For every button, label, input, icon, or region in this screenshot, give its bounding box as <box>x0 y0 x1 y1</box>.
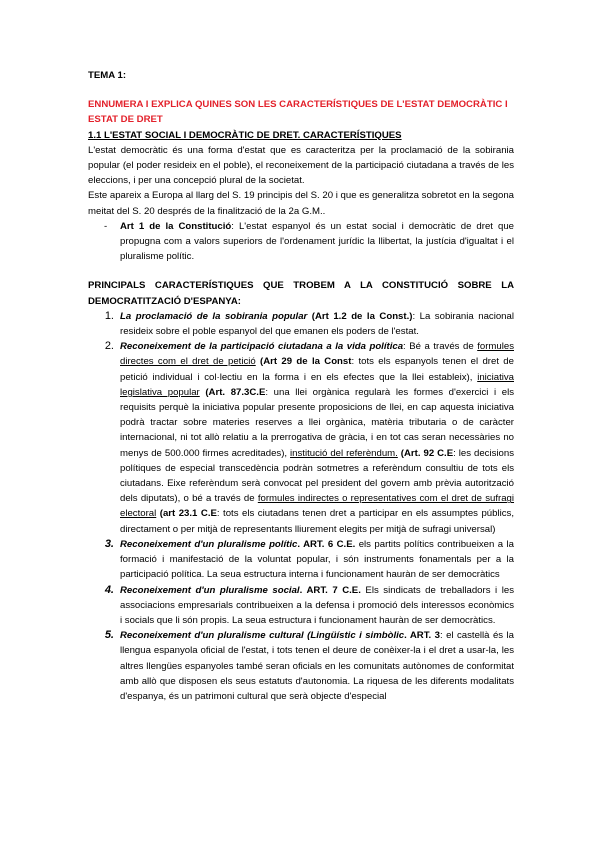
list-item <box>88 628 514 704</box>
item-underlined: iniciativa legislativa popular <box>120 371 514 398</box>
item-body: : tots els ciutadans tenen dret a participar en els assumptes públics, directament o per mitjà de representants lliurement elegits per mitjà de sufragi universal) <box>120 508 515 535</box>
bullet-body: : L'estat espanyol és un estat social i democràtic de dret que propugna com a valors superiors de l'ordenament jurídic la llibertat, la justícia d'igualtat i el pluralisme polític. <box>120 220 514 263</box>
item-title: Reconeixement d'un pluralisme social <box>120 584 300 596</box>
intro-paragraph-2: Este apareix a Europa al llarg del S. 19 principis del S. 20 i que es generalitza sobretot en la segona meitat del S. 20 després de la finalització de la 2a G.M.. <box>88 190 514 217</box>
item-text <box>120 537 514 583</box>
item-text <box>120 628 514 704</box>
item-body: : una llei orgànica regularà les formes d'exercici i els requisits perquè la iniciativa popular presente proposicions de llei, en cap aquesta iniciativa podrà tractar sobre materies reserves a llei orgànica, matèria tributaria o de caràcter internacional, ni tot allò relatiu a la prerrogativa de gràcia, i en tot cas seran necessàries no menys de 500.000 firmes acreditades), <box>120 386 514 459</box>
item-number: 4. <box>104 583 114 596</box>
item-article: . ART. 7 C.E. <box>299 584 361 596</box>
item-body: : tots els espanyols tenen el dret de petició individual i col·lectiu en la forma i en els efectes que la llei estableix), <box>120 356 514 383</box>
topic-label: TEMA 1: <box>88 70 127 81</box>
item-title: Reconeixement de la participació ciutadana a la vida política <box>120 341 404 353</box>
bullet-mark: - <box>104 220 108 232</box>
item-number: 3. <box>104 537 114 550</box>
item-text <box>120 583 514 629</box>
section-title: 1.1 L'ESTAT SOCIAL I DEMOCRÀTIC DE DRET. CARACTERÍSTIQUES <box>88 129 402 141</box>
item-article: (art 23.1 C.E <box>156 508 217 520</box>
item-body: : Bé a través de <box>403 341 478 353</box>
question-heading: ENNUMERA I EXPLICA QUINES SON LES CARACTERÍSTIQUES DE L'ESTAT DEMOCRÀTIC I ESTAT DE DRET <box>88 99 508 126</box>
item-number: 1. <box>104 309 114 322</box>
characteristics-list <box>88 309 514 704</box>
item-underlined: formules indirectes o representatives com el dret de sufragi electoral <box>120 493 515 520</box>
bullet-bold: Art 1 de la Constitució <box>120 220 232 232</box>
bullet-item <box>104 219 514 265</box>
item-article: (Art. 92 C.E <box>397 447 454 459</box>
item-article: (Art 29 de la Const <box>255 356 352 368</box>
item-title: La proclamació de la sobirania popular <box>120 310 308 322</box>
list-item <box>88 583 514 629</box>
list-item <box>88 537 514 583</box>
item-number: 2. <box>104 340 114 353</box>
item-body: Els sindicats de treballadors i les associacions empresarials contribueixen a la defensa i promoció dels interessos econòmics i socials que li són propis. La seua estructura i funcionament hauràn de ser democràtics. <box>120 584 514 626</box>
list-item <box>88 339 514 537</box>
item-text <box>120 309 514 339</box>
item-article: . ART. 6 C.E. <box>297 538 356 550</box>
item-body: : les decisions polítiques de especial transcedència podràn sotmetres a referèndum consultiu de tots els ciutadans. Eixe referèndum serà convocat pel president del govern amb prèvia autorització dels diputats), o bé a través de <box>120 447 514 505</box>
item-title: Reconeixement d'un pluralisme polític <box>120 538 298 550</box>
item-article: (Art. 87.3C.E <box>199 386 266 398</box>
item-title: Reconeixement d'un pluralisme cultural (Lingüístic i simbòlic <box>120 630 405 642</box>
item-underlined: institució del referèndum. <box>290 447 398 459</box>
intro-paragraph: L'estat democràtic és una forma d'estat que es caracteritza per la proclamació de la sobirania popular (el poder resideix en el poble), el reconeixement de la participació ciutadana a través de les eleccions, i per una concepció plural de la societat. <box>88 144 514 187</box>
item-article: . ART. 3 <box>404 630 440 642</box>
item-text <box>120 339 514 537</box>
item-number: 5. <box>104 629 114 642</box>
item-body: : La sobirania nacional resideix sobre el poble espanyol del que emanen els poders de l'estat. <box>120 310 514 338</box>
principals-heading: PRINCIPALS CARACTERÍSTIQUES QUE TROBEM A LA CONSTITUCIÓ SOBRE LA DEMOCRATITZACIÓ D'ESPANYA: <box>88 280 514 307</box>
item-body: els partits polítics contribueixen a la formació i manifestació de la voluntat popular, i són instruments fonamentals per a la participació política. La seua estructura interna i funcionament hauràn de ser democràtics <box>120 538 514 581</box>
item-body: : el castellà és la llengua espanyola oficial de l'estat, i tots tenen el deure de conèixer-la i el dret a usar-la, les altres llengües espanyoles també seran oficials en les comunitats autònomes de conformitat amb allò que disposen els seus estatuts d'autonomia. La riquesa de les diferents modalitats d'espanya, és un patrimoni cultural que serà objecte d'especial <box>120 630 514 702</box>
list-item <box>88 309 514 339</box>
bullet-text <box>120 219 514 265</box>
item-underlined: formules directes com el dret de petició <box>120 341 514 368</box>
item-article: (Art 1.2 de la Const.) <box>307 310 413 322</box>
document-page <box>88 68 514 704</box>
